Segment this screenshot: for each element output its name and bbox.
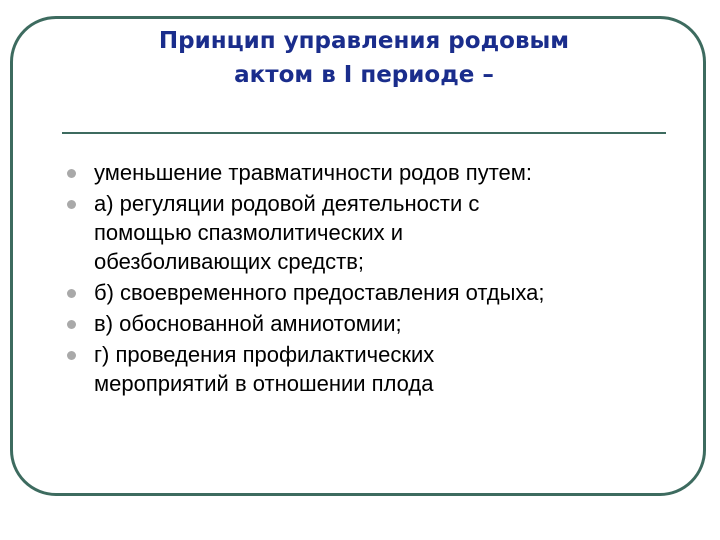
bullet-item-2 xyxy=(60,189,680,276)
bullet-text: г) проведения профилактических xyxy=(94,342,435,367)
bullet-text: уменьшение травматичности родов путем: xyxy=(94,160,533,185)
bullet-dot-icon xyxy=(67,289,76,298)
bullet-item-1 xyxy=(60,158,680,187)
slide-title xyxy=(60,24,668,92)
slide-title-line-2: актом в I периоде – xyxy=(234,62,494,88)
bullet-dot-icon xyxy=(67,351,76,360)
bullet-text: а) регуляции родовой деятельности с xyxy=(94,191,480,216)
bullet-item-4 xyxy=(60,309,680,338)
bullet-text: б) своевременного предоставления отдыха; xyxy=(94,280,545,305)
bullet-list xyxy=(60,158,680,400)
title-divider xyxy=(62,132,666,134)
bullet-text: мероприятий в отношении плода xyxy=(94,371,434,396)
bullet-dot-icon xyxy=(67,169,76,178)
bullet-item-5 xyxy=(60,340,680,398)
bullet-item-3 xyxy=(60,278,680,307)
bullet-text: обезболивающих средств; xyxy=(94,249,365,274)
bullet-dot-icon xyxy=(67,200,76,209)
bullet-text: в) обоснованной амниотомии; xyxy=(94,311,402,336)
bullet-dot-icon xyxy=(67,320,76,329)
slide-title-line-1: Принцип управления родовым xyxy=(158,28,570,54)
bullet-text: помощью спазмолитических и xyxy=(94,220,404,245)
